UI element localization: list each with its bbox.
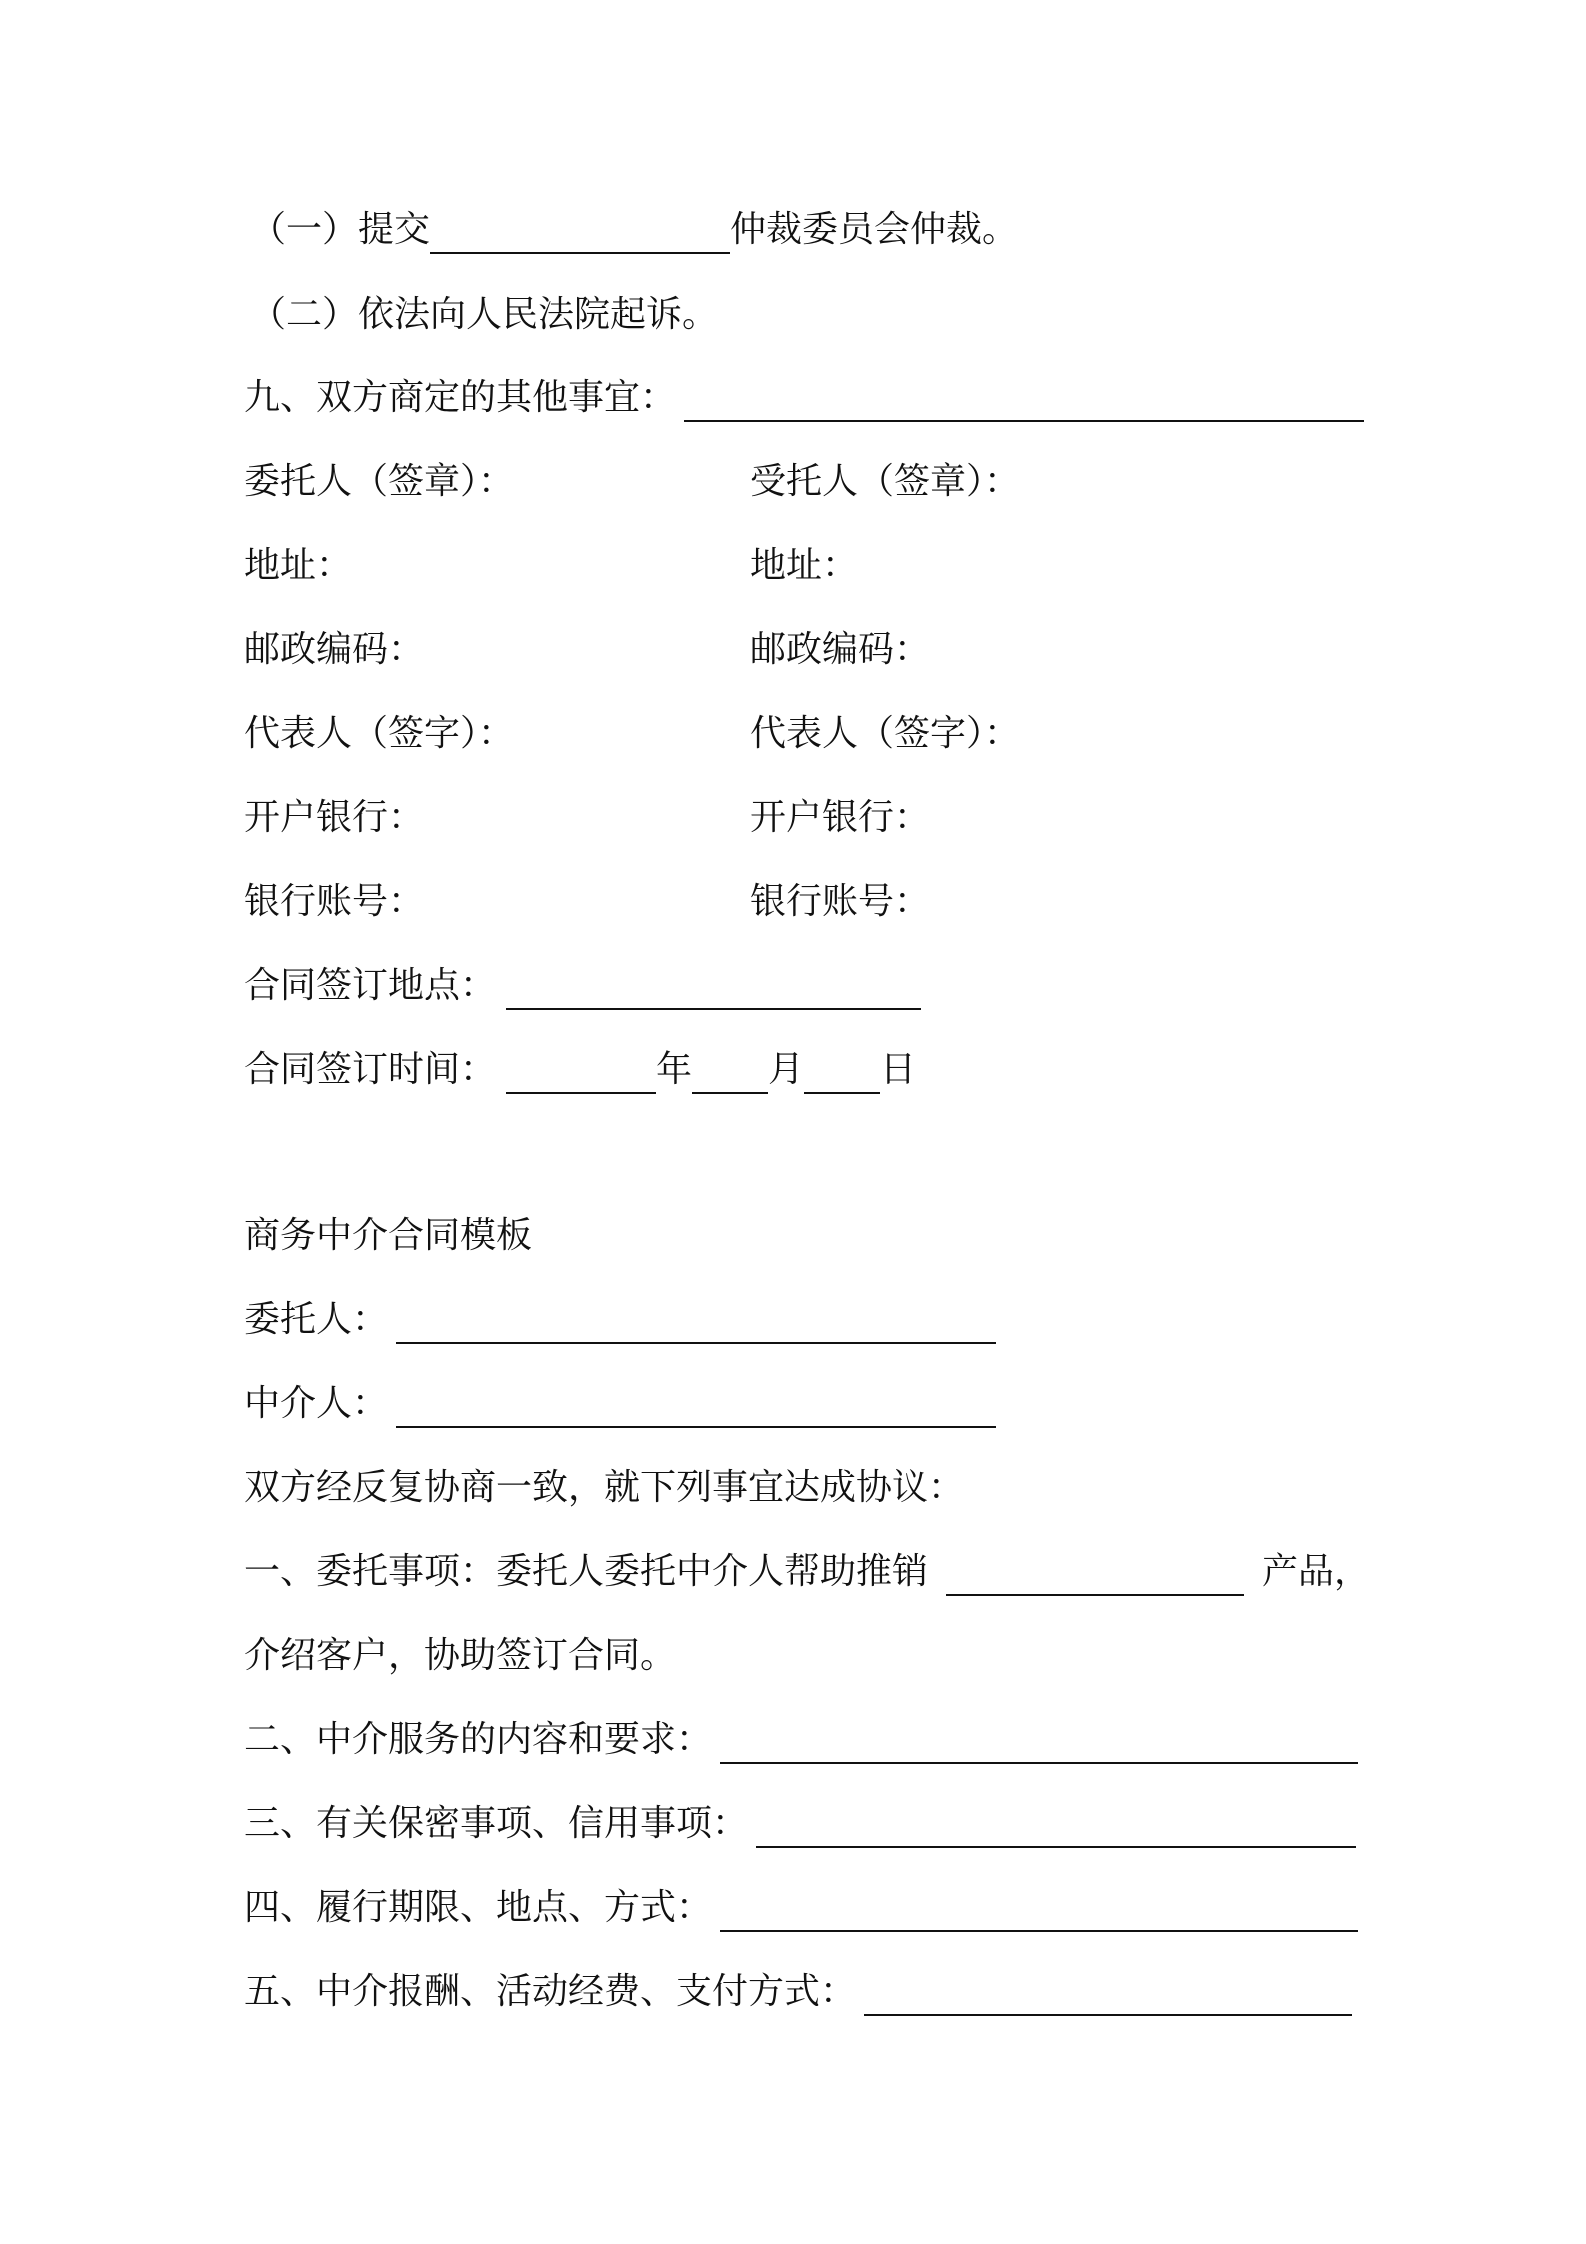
template-clause-4-blank[interactable] <box>720 1882 1358 1932</box>
template-clause-5 <box>244 1962 1352 2022</box>
clause-9-blank[interactable] <box>684 372 1364 422</box>
signing-time-label: 合同签订时间： <box>244 1049 497 1090</box>
principal-postcode-label: 邮政编码： <box>244 629 425 670</box>
signing-year-label: 年 <box>656 1049 693 1090</box>
template-principal <box>244 1290 996 1350</box>
trustee-account-label: 银行账号： <box>750 881 931 922</box>
template-clause-1-suffix: 产品， <box>1262 1551 1371 1592</box>
template-principal-label: 委托人： <box>244 1299 389 1340</box>
signing-place <box>244 956 921 1016</box>
template-product-blank[interactable] <box>946 1546 1244 1596</box>
signing-place-blank[interactable] <box>506 960 921 1010</box>
template-clause-1-prefix: 一、委托事项：委托人委托中介人帮助推销 <box>244 1551 929 1592</box>
template-clause-2-blank[interactable] <box>720 1714 1358 1764</box>
arbitration-option-1-prefix: （一）提交 <box>250 209 431 250</box>
signing-month-blank[interactable] <box>692 1044 768 1094</box>
trustee-representative-label: 代表人（签字）： <box>750 713 1021 754</box>
signing-year-blank[interactable] <box>506 1044 656 1094</box>
template-clause-4 <box>244 1878 1358 1938</box>
template-clause-5-label: 五、中介报酬、活动经费、支付方式： <box>244 1971 857 2012</box>
trustee-postcode-label: 邮政编码： <box>750 629 931 670</box>
template-clause-3-blank[interactable] <box>756 1798 1356 1848</box>
trustee-bank-label: 开户银行： <box>750 797 931 838</box>
trustee-seal-label: 受托人（签章）： <box>750 461 1021 502</box>
arbitration-option-2: （二）依法向人民法院起诉。 <box>250 294 719 335</box>
template-clause-2-label: 二、中介服务的内容和要求： <box>244 1719 713 1760</box>
template-clause-3-label: 三、有关保密事项、信用事项： <box>244 1803 749 1844</box>
signing-time <box>244 1040 916 1100</box>
template-clause-2 <box>244 1710 1358 1770</box>
template-clause-1 <box>244 1542 1370 1602</box>
principal-account-label: 银行账号： <box>244 881 425 922</box>
signing-month-label: 月 <box>768 1049 805 1090</box>
template-principal-blank[interactable] <box>396 1294 996 1344</box>
signing-place-label: 合同签订地点： <box>244 965 497 1006</box>
clause-9-label: 九、双方商定的其他事宜： <box>244 377 677 418</box>
arbitration-committee-blank[interactable] <box>430 204 730 254</box>
template-clause-3 <box>244 1794 1356 1854</box>
template-clause-5-blank[interactable] <box>864 1966 1352 2016</box>
template-agent-blank[interactable] <box>396 1378 996 1428</box>
arbitration-option-1-suffix: 仲裁委员会仲裁。 <box>730 209 1019 250</box>
trustee-address-label: 地址： <box>750 545 859 586</box>
principal-bank-label: 开户银行： <box>244 797 425 838</box>
template-agent-label: 中介人： <box>244 1383 389 1424</box>
principal-address-label: 地址： <box>244 545 353 586</box>
arbitration-option-1 <box>250 200 1018 260</box>
template-title: 商务中介合同模板 <box>244 1215 533 1256</box>
clause-9 <box>244 368 1364 428</box>
template-intro: 双方经反复协商一致，就下列事宜达成协议： <box>244 1467 965 1508</box>
signing-day-label: 日 <box>880 1049 917 1090</box>
signing-day-blank[interactable] <box>804 1044 880 1094</box>
principal-seal-label: 委托人（签章）： <box>244 461 515 502</box>
template-agent <box>244 1374 996 1434</box>
template-clause-4-label: 四、履行期限、地点、方式： <box>244 1887 713 1928</box>
principal-representative-label: 代表人（签字）： <box>244 713 515 754</box>
template-clause-1-continued: 介绍客户，协助签订合同。 <box>244 1635 677 1676</box>
